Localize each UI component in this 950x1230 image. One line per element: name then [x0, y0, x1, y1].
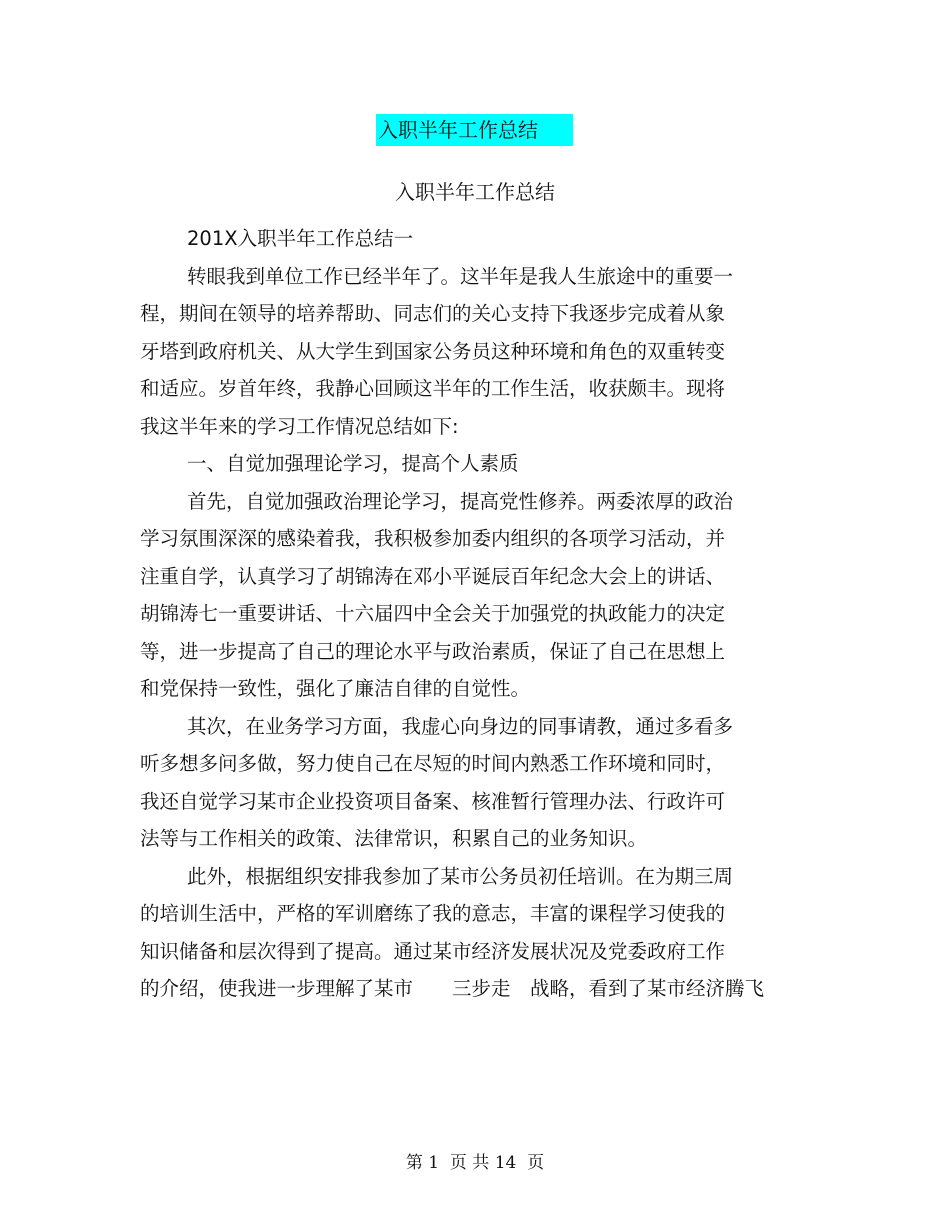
page-footer: 第 1 页 共 14 页 — [405, 1153, 545, 1173]
paragraph-line: 法等与工作相关的政策、法律常识，积累自己的业务知识。 — [140, 827, 648, 850]
paragraph-line: 首先，自觉加强政治理论学习，提高党性修养。两委浓厚的政治 — [187, 489, 734, 513]
paragraph-line: 学习氛围深深的感染着我，我积极参加委内组织的各项学习活动，并 — [140, 527, 726, 550]
paragraph-line: 和党保持一致性，强化了廉洁自律的自觉性。 — [140, 677, 531, 700]
paragraph-line: 的培训生活中，严格的军训磨练了我的意志，丰富的课程学习使我的 — [140, 902, 726, 925]
document-subtitle: 入职半年工作总结 — [395, 180, 555, 204]
paragraph-line: 其次，在业务学习方面，我虚心向身边的同事请教，通过多看多 — [187, 714, 734, 738]
paragraph-line: 我还自觉学习某市企业投资项目备案、核准暂行管理办法、行政许可 — [140, 789, 726, 813]
paragraph-line: 我这半年来的学习工作情况总结如下: — [140, 414, 459, 438]
document-body — [140, 220, 780, 1008]
paragraph-line: 程，期间在领导的培养帮助、同志们的关心支持下我逐步完成着从象 — [140, 302, 726, 325]
paragraph-line: 201X入职半年工作总结一 — [187, 227, 414, 250]
paragraph-line: 牙塔到政府机关、从大学生到国家公务员这种环境和角色的双重转变 — [140, 339, 726, 363]
document-title: 入职半年工作总结 — [376, 114, 573, 146]
paragraph-line: 此外，根据组织安排我参加了某市公务员初任培训。在为期三周 — [187, 864, 734, 888]
paragraph-line: 知识储备和层次得到了提高。通过某市经济发展状况及党委政府工作 — [140, 939, 726, 963]
paragraph-line: 听多想多问多做，努力使自己在尽短的时间内熟悉工作环境和同时， — [140, 752, 726, 775]
paragraph-line: 的介绍，使我进一步理解了某市 三步走 战略，看到了某市经济腾飞 — [140, 977, 765, 1000]
paragraph-line: 注重自学，认真学习了胡锦涛在邓小平诞辰百年纪念大会上的讲话、 — [140, 564, 726, 588]
paragraph-line: 一、自觉加强理论学习，提高个人素质 — [187, 452, 519, 475]
paragraph-line: 转眼我到单位工作已经半年了。这半年是我人生旅途中的重要一 — [187, 264, 734, 288]
paragraph-line: 胡锦涛七一重要讲话、十六届四中全会关于加强党的执政能力的决定 — [140, 602, 726, 625]
paragraph-line: 和适应。岁首年终，我静心回顾这半年的工作生活，收获颇丰。现将 — [140, 377, 726, 400]
paragraph-line: 等，进一步提高了自己的理论水平与政治素质，保证了自己在思想上 — [140, 639, 726, 663]
